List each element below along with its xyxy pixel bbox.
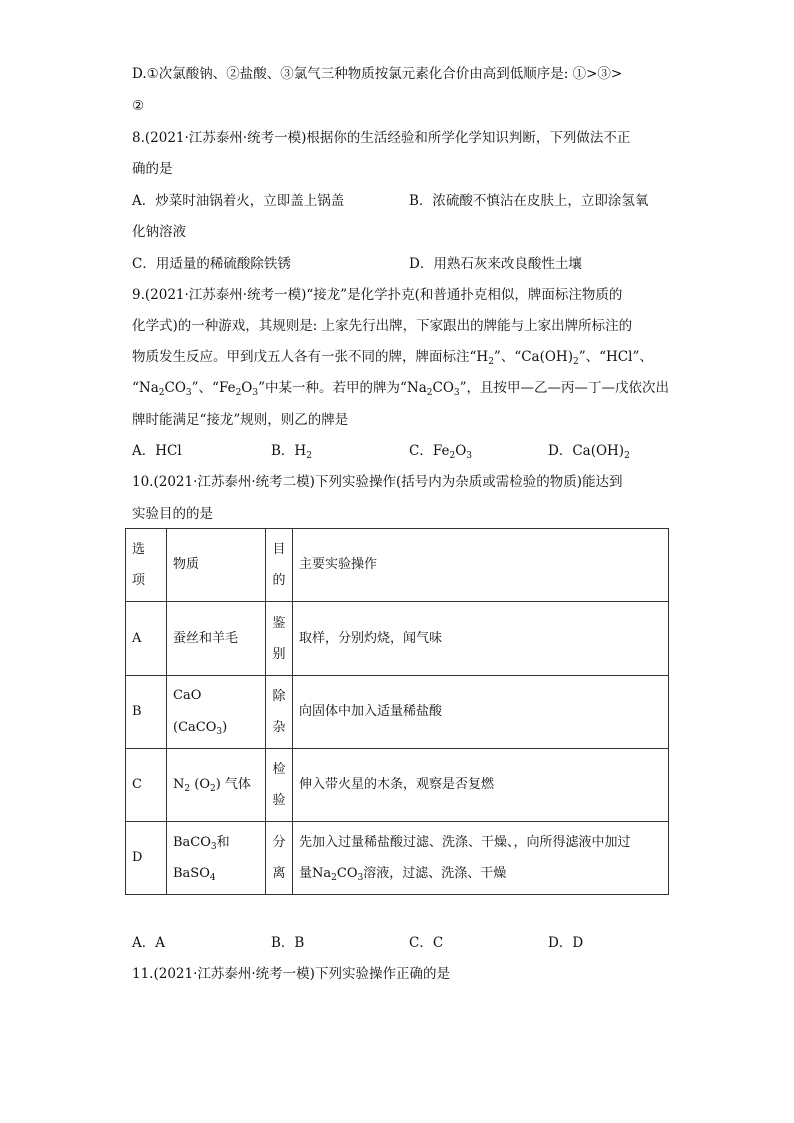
q9-stem-line4: “$Na_2CO_3$”、“$Fe_2O_3$”中某一种。若甲的牌为“$Na_2CO_3$”，且按甲—乙—丙—丁—戊依次出 xyxy=(132,380,670,398)
q8-stem-line2: 确的是 xyxy=(132,161,173,177)
table-row xyxy=(126,822,669,895)
q9-stem-line2: 化学式)的一种游戏，其规则是: 上家先行出牌，下家跟出的牌能与上家出牌所标注的 xyxy=(132,318,633,334)
row-operation: 先加入过量稀盐酸过滤、洗涤、干燥、，向所得滤液中加过 量$Na_2CO_3$溶液，过滤、洗涤、干燥 xyxy=(293,822,669,895)
row-substance: 蚕丝和羊毛 xyxy=(167,602,266,676)
q9-stem-line3: 物质发生反应。甲到戊五人各有一张不同的牌，牌面标注“$H_2$”、“$Ca(OH)_2$”、“HCl”、 xyxy=(132,349,653,367)
q10-stem-line1: 10.(2021·江苏泰州·统考二模)下列实验操作(括号内为杂质或需检验的物质)能达到 xyxy=(132,474,623,490)
row-purpose: 检 验 xyxy=(266,749,293,822)
header-operation: 主要实验操作 xyxy=(293,529,669,602)
q10-option-c: C．C xyxy=(409,935,444,951)
header-substance: 物质 xyxy=(167,529,266,602)
header-option: 选 项 xyxy=(126,529,167,602)
q11-stem-line1: 11.(2021·江苏泰州·统考一模)下列实验操作正确的是 xyxy=(132,966,450,982)
q7-option-d-line1: D.①次氯酸钠、②盐酸、③氯气三种物质按氯元素化合价由高到低顺序是: ①>③> xyxy=(132,66,623,82)
row-option: D xyxy=(126,822,167,895)
row-option: A xyxy=(126,602,167,676)
q8-option-b-line1: B．浓硫酸不慎沾在皮肤上，立即涂氢氧 xyxy=(409,193,649,209)
q9-option-d: D．$Ca(OH)_2$ xyxy=(548,443,630,461)
table-row xyxy=(126,749,669,822)
q8-option-b-line2: 化钠溶液 xyxy=(132,224,186,240)
header-purpose: 目 的 xyxy=(266,529,293,602)
q9-stem-line1: 9.(2021·江苏泰州·统考一模)“接龙”是化学扑克(和普通扑克相似，牌面标注物质的 xyxy=(132,287,623,303)
row-substance: $N_2$ $(O_2)$ 气体 xyxy=(167,749,266,822)
row-purpose: 鉴 别 xyxy=(266,602,293,676)
row-operation: 向固体中加入适量稀盐酸 xyxy=(293,676,669,749)
row-option: C xyxy=(126,749,167,822)
q9-option-a: A．HCl xyxy=(132,443,182,459)
row-purpose: 分 离 xyxy=(266,822,293,895)
q10-option-a: A．A xyxy=(132,935,165,951)
q9-stem-line5: 牌时能满足“接龙”规则，则乙的牌是 xyxy=(132,412,349,428)
q8-option-c: C．用适量的稀硫酸除铁锈 xyxy=(132,256,291,272)
q8-stem-line1: 8.(2021·江苏泰州·统考一模)根据你的生活经验和所学化学知识判断，下列做法不正 xyxy=(132,130,631,146)
q8-option-a: A．炒菜时油锅着火，立即盖上锅盖 xyxy=(132,193,345,209)
row-operation: 伸入带火星的木条，观察是否复燃 xyxy=(293,749,669,822)
row-operation: 取样，分别灼烧，闻气味 xyxy=(293,602,669,676)
row-substance: BaCO$_3$和 BaSO$_4$ xyxy=(167,822,266,895)
table-row xyxy=(126,602,669,676)
q9-option-c: C．$Fe_2O_3$ xyxy=(409,443,472,461)
row-substance: CaO (CaCO$_3$) xyxy=(167,676,266,749)
table-row xyxy=(126,676,669,749)
row-option: B xyxy=(126,676,167,749)
q10-table xyxy=(125,528,669,895)
q8-option-d: D．用熟石灰来改良酸性土壤 xyxy=(409,256,582,272)
q7-option-d-line2: ② xyxy=(132,98,145,114)
q10-stem-line2: 实验目的的是 xyxy=(132,506,213,522)
row-purpose: 除 杂 xyxy=(266,676,293,749)
q10-option-b: B．B xyxy=(271,935,305,951)
q9-option-b: B．$H_2$ xyxy=(271,443,312,461)
q10-option-d: D．D xyxy=(548,935,584,951)
table-header-row xyxy=(126,529,669,602)
